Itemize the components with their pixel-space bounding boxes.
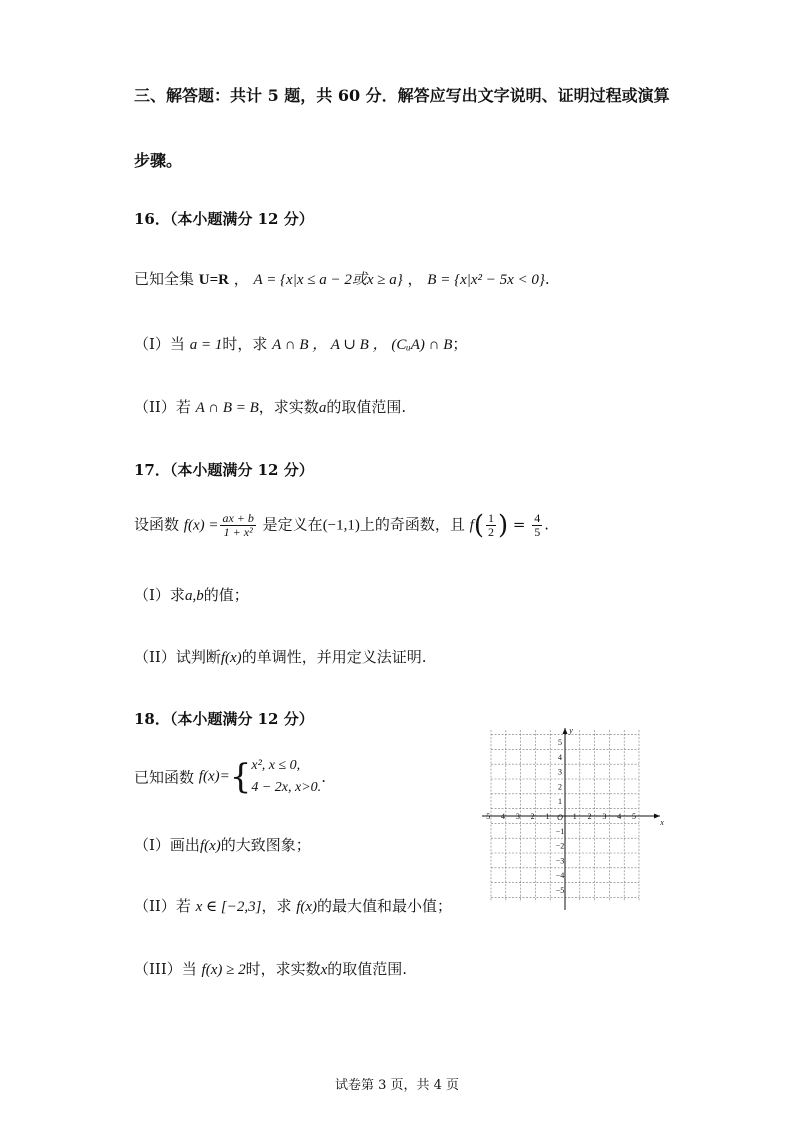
q16-part1-label: （Ⅰ）当 bbox=[134, 335, 190, 353]
y-tick-label: 4 bbox=[558, 752, 562, 762]
q16-part2-text: ，求实数 bbox=[258, 398, 319, 416]
q17-stmt-mid2: 上的奇函数，且 bbox=[359, 515, 470, 534]
y-tick-label: −1 bbox=[555, 826, 565, 836]
q17-interval: (−1,1) bbox=[322, 517, 360, 534]
x-tick-label: 3 bbox=[602, 812, 607, 821]
q17-part2 bbox=[134, 646, 426, 667]
x-tick-label: 1 bbox=[572, 812, 577, 821]
x-tick-label: −3 bbox=[511, 812, 520, 821]
y-axis-arrow bbox=[563, 728, 568, 734]
q18-statement: 已知函数 f(x)={ x², x ≤ 0, 4 − 2x, x>0. . bbox=[134, 757, 326, 797]
q18-title: 18．（本小题满分 12 分） bbox=[134, 710, 314, 728]
q18-part2 bbox=[134, 895, 452, 916]
q17-part1-text: 的值； bbox=[203, 586, 249, 604]
q16-stmt-prefix: 已知全集 bbox=[134, 270, 199, 288]
y-tick-label: 3 bbox=[558, 767, 562, 777]
q16-part2-var: a bbox=[318, 400, 327, 416]
q18-part2-cond: x ∈ [−2,3] bbox=[195, 899, 262, 915]
q16-part1-cond: a = 1 bbox=[189, 337, 223, 353]
q17-part2-fx: f(x) bbox=[220, 650, 242, 666]
q16-part2-end: 的取值范围. bbox=[326, 398, 407, 416]
x-tick-label: −1 bbox=[540, 812, 550, 821]
q16-set-a: A = {x|x ≤ a − 2或x ≥ a} bbox=[253, 272, 403, 288]
q16-part2-label: （II）若 bbox=[134, 398, 196, 416]
q17-eq-den: 5 bbox=[534, 525, 541, 539]
q18-part1-label: （Ⅰ）画出 bbox=[134, 836, 200, 854]
q16-statement: 已知全集 U=R ， A = {x|x ≤ a − 2或x ≥ a} ， B = {x|x² − 5x < 0}. bbox=[134, 270, 550, 288]
y-tick-label: 1 bbox=[558, 797, 562, 807]
y-tick-label: −2 bbox=[555, 841, 565, 851]
q17-part1-label: （Ⅰ）求 bbox=[134, 586, 185, 604]
q18-stmt-prefix: 已知函数 bbox=[134, 768, 199, 787]
y-axis-label: y bbox=[569, 726, 573, 735]
x-tick-label: −4 bbox=[496, 812, 506, 821]
q17-part1-vars: a,b bbox=[184, 588, 204, 604]
q16-part1-exprs: A ∩ B ， A ∪ B ， (CᵤA) ∩ B bbox=[272, 337, 453, 353]
q17-half-num: 1 bbox=[488, 511, 494, 525]
q17-eq-value bbox=[532, 512, 542, 539]
q17-frac-den: 1 + x² bbox=[223, 525, 253, 539]
q17-half-den: 2 bbox=[488, 525, 494, 539]
q17-stmt-mid: 是定义在 bbox=[257, 515, 323, 534]
q18-part1-text: 的大致图象； bbox=[220, 836, 311, 854]
q18-part2-end: 的最大值和最小值； bbox=[317, 897, 453, 915]
y-tick-label: 5 bbox=[558, 738, 562, 747]
q17-part1 bbox=[134, 584, 249, 605]
x-axis-arrow bbox=[654, 814, 660, 819]
y-tick-label: −5 bbox=[555, 886, 565, 895]
origin-label: O bbox=[557, 813, 563, 822]
q17-part2-label: （II）试判断 bbox=[134, 648, 221, 666]
q18-part3-end: 的取值范围. bbox=[327, 960, 408, 978]
q18-part3-text: 时，求实数 bbox=[245, 960, 321, 978]
x-tick-label: −2 bbox=[526, 812, 535, 821]
q18-part3-label: （III）当 bbox=[134, 960, 202, 978]
section-heading-line2: 步骤。 bbox=[134, 151, 183, 170]
page-footer: 试卷第 3 页，共 4 页 bbox=[334, 1078, 460, 1093]
coordinate-grid bbox=[478, 726, 668, 912]
q17-half bbox=[486, 512, 496, 539]
x-tick-label: −5 bbox=[481, 812, 491, 821]
q16-part1-text: 时，求 bbox=[222, 335, 273, 353]
x-tick-label: 5 bbox=[632, 812, 636, 821]
x-axis-label: x bbox=[660, 818, 664, 827]
q18-part2-text: ，求 bbox=[261, 897, 297, 915]
section-heading-line1: 三、解答题：共计 5 题，共 60 分．解答应写出文字说明、证明过程或演算 bbox=[134, 86, 670, 105]
q17-frac-num: ax + b bbox=[222, 511, 254, 525]
x-tick-label: 2 bbox=[587, 812, 592, 821]
q17-stmt-prefix: 设函数 bbox=[134, 515, 184, 534]
q18-cases bbox=[251, 755, 321, 799]
q16-part1 bbox=[134, 333, 467, 354]
q18-part1 bbox=[134, 834, 311, 855]
q18-part1-fx: f(x) bbox=[199, 838, 221, 854]
q16-part1-end: ； bbox=[452, 335, 468, 353]
q16-set-b: B = {x|x² − 5x < 0} bbox=[427, 272, 545, 288]
q18-fx: f(x)= bbox=[198, 768, 230, 785]
q18-case1: x², x ≤ 0, bbox=[251, 758, 301, 773]
q16-universal-set: U=R bbox=[198, 272, 229, 288]
q16-part2 bbox=[134, 396, 406, 417]
q18-part3-cond: f(x) ≥ 2 bbox=[201, 962, 246, 978]
q17-title: 17．（本小题满分 12 分） bbox=[134, 461, 314, 479]
y-tick-label: −4 bbox=[555, 871, 565, 881]
q17-part2-text: 的单调性，并用定义法证明. bbox=[241, 648, 427, 666]
q17-eq-num: 4 bbox=[534, 511, 541, 525]
y-tick-label: −3 bbox=[555, 856, 565, 866]
y-tick-label: 2 bbox=[558, 782, 562, 792]
q18-part3 bbox=[134, 958, 407, 979]
q18-part3-var: x bbox=[320, 962, 328, 978]
q18-case2: 4 − 2x, x>0. bbox=[251, 780, 322, 795]
q16-title: 16．（本小题满分 12 分） bbox=[134, 210, 314, 228]
tick-labels bbox=[482, 726, 664, 895]
x-tick-label: 4 bbox=[617, 812, 622, 821]
q18-part2-fx: f(x) bbox=[296, 899, 318, 915]
q18-part2-label: （II）若 bbox=[134, 897, 196, 915]
q17-fx: f(x) = bbox=[183, 517, 219, 534]
q17-fraction bbox=[220, 512, 255, 539]
q16-part2-cond: A ∩ B = B bbox=[195, 400, 259, 416]
q17-statement: 设函数 f(x) = $\frac{ax + b}{\text{1 + x²}}$ 是定义在(−1,1)上的奇函数，且 f( $\frac{1}{2}$ ) = $\frac{4}{5}$ . bbox=[134, 510, 550, 541]
